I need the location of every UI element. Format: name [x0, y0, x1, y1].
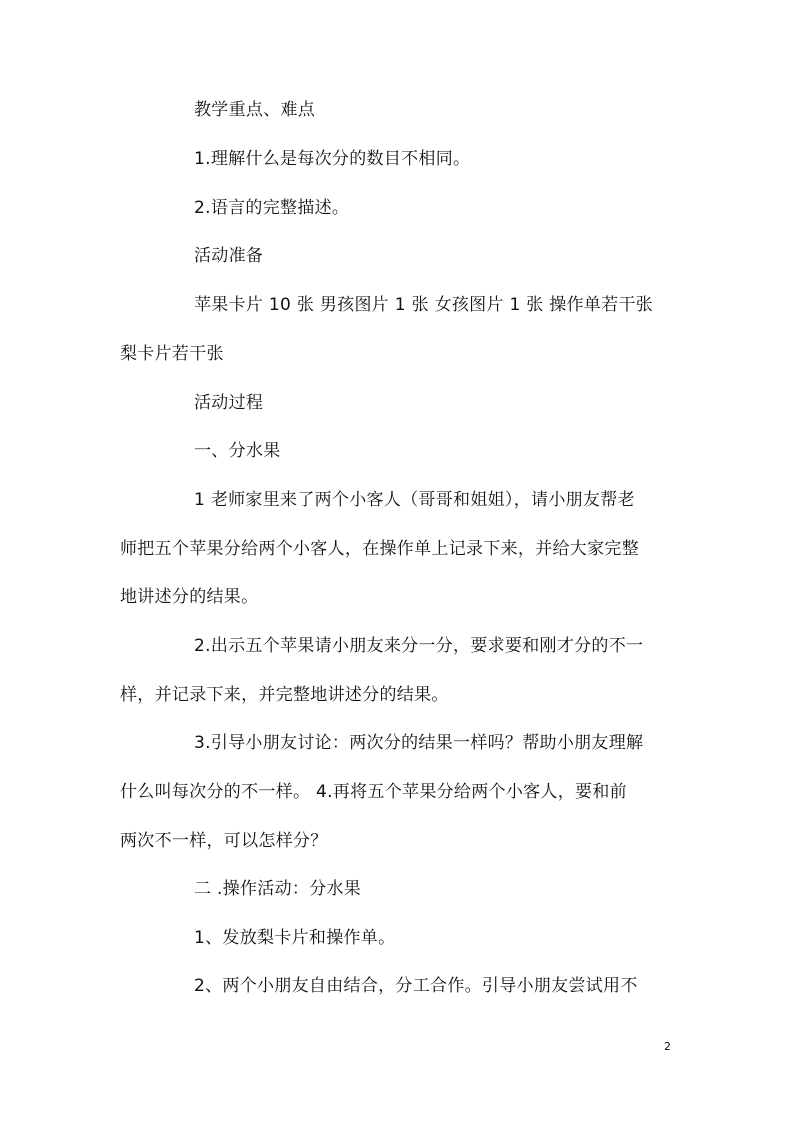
heading-process: 活动过程: [194, 393, 264, 413]
heading-preparation: 活动准备: [194, 246, 264, 266]
paragraph-line: 苹果卡片 10 张 男孩图片 1 张 女孩图片 1 张 操作单若干张: [194, 295, 654, 315]
paragraph-line: 梨卡片若干张: [120, 344, 224, 364]
paragraph-line: 2.语言的完整描述。: [194, 198, 350, 218]
paragraph-line: 什么叫每次分的不一样。 4.再将五个苹果分给两个小客人，要和前: [120, 782, 627, 802]
paragraph-line: 1.理解什么是每次分的数目不相同。: [194, 149, 471, 169]
paragraph-line: 2、两个小朋友自由结合，分工合作。引导小朋友尝试用不: [194, 976, 638, 996]
paragraph-line: 1、发放梨卡片和操作单。: [194, 928, 396, 948]
paragraph-line: 3.引导小朋友讨论：两次分的结果一样吗？帮助小朋友理解: [194, 733, 644, 753]
section-heading: 二 .操作活动：分水果: [194, 879, 362, 899]
paragraph-line: 师把五个苹果分给两个小客人，在操作单上记录下来，并给大家完整: [120, 539, 639, 559]
page-number: 2: [664, 1040, 671, 1053]
paragraph-line: 样，并记录下来，并完整地讲述分的结果。: [120, 685, 449, 705]
paragraph-line: 两次不一样，可以怎样分？: [120, 831, 328, 851]
paragraph-line: 地讲述分的结果。: [120, 587, 259, 607]
heading-key-points: 教学重点、难点: [194, 100, 316, 120]
paragraph-line: 1 老师家里来了两个小客人（哥哥和姐姐），请小朋友帮老: [194, 490, 635, 510]
section-heading: 一、分水果: [194, 441, 281, 461]
paragraph-line: 2.出示五个苹果请小朋友来分一分，要求要和刚才分的不一: [194, 636, 644, 656]
